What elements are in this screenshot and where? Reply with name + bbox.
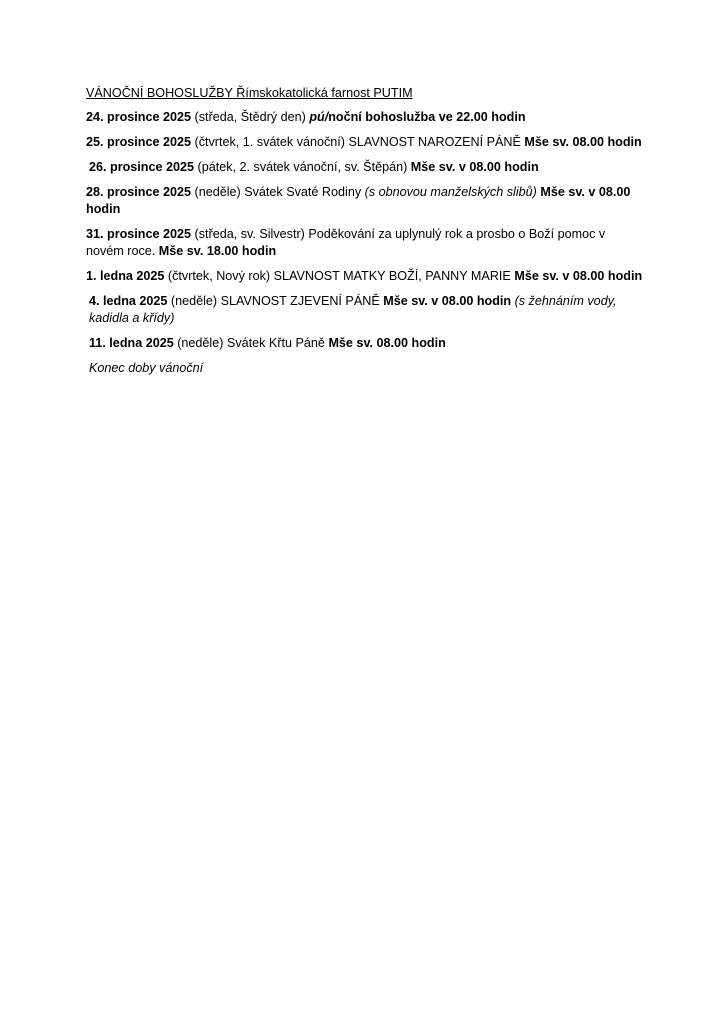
service-entry-25-dec	[86, 134, 646, 151]
service-entry-4-jan	[86, 293, 646, 327]
service-entry-24-dec	[86, 109, 646, 126]
service-date: 31. prosince 2025	[86, 227, 192, 241]
service-mass-time: Mše sv. v 08.00 hodin	[383, 294, 512, 308]
service-mass-time: Mše sv. v 08.00 hodin	[410, 160, 539, 174]
service-description: (neděle) Svátek Svaté Rodiny	[191, 185, 365, 199]
service-date: 24. prosince 2025	[86, 110, 192, 124]
document-heading: VÁNOČNÍ BOHOSLUŽBY Římskokatolická farnost PUTIM	[86, 86, 413, 100]
service-date: 26. prosince 2025	[89, 160, 195, 174]
document-content	[86, 85, 646, 385]
service-date: 1. ledna 2025	[86, 269, 165, 283]
service-entry-11-jan	[86, 335, 646, 352]
service-description: (středa, Štědrý den)	[191, 110, 310, 124]
service-entry-26-dec	[86, 159, 646, 176]
service-date: 25. prosince 2025	[86, 135, 192, 149]
service-mass-time: Mše sv. 08.00 hodin	[328, 336, 446, 350]
closing-text: Konec doby vánoční	[89, 361, 204, 375]
service-mass-time: noční bohoslužba ve 22.00 hodin	[328, 110, 526, 124]
service-note: (s obnovou manželských slibů)	[364, 185, 537, 199]
service-description: (pátek, 2. svátek vánoční, sv. Štěpán)	[194, 160, 411, 174]
service-date: 4. ledna 2025	[89, 294, 168, 308]
service-description: (neděle) SLAVNOST ZJEVENÍ PÁNĚ	[167, 294, 384, 308]
service-mass-time: Mše sv. 18.00 hodin	[158, 244, 277, 258]
service-description: (neděle) Svátek Křtu Páně	[173, 336, 329, 350]
service-mass-time: Mše sv. v 08.00 hodin	[514, 269, 643, 283]
service-entry-28-dec	[86, 184, 646, 218]
closing-note	[86, 360, 646, 377]
service-date: 11. ledna 2025	[89, 336, 174, 350]
service-date: 28. prosince 2025	[86, 185, 192, 199]
service-mass-time: Mše sv. 08.00 hodin	[524, 135, 642, 149]
service-mass-time: Mše sv. v 08.00 hodin	[86, 185, 631, 216]
service-entry-31-dec	[86, 226, 646, 260]
service-italic-prefix: pú/	[309, 110, 329, 124]
service-description: (čtvrtek, 1. svátek vánoční) SLAVNOST NAROZENÍ PÁNĚ	[191, 135, 525, 149]
service-note: (s žehnáním vody, kadidla a křídy)	[89, 294, 617, 325]
service-entry-1-jan	[86, 268, 646, 285]
service-description: (čtvrtek, Nový rok) SLAVNOST MATKY BOŽÍ, PANNY MARIE	[164, 269, 515, 283]
service-description: (středa, sv. Silvestr) Poděkování za uplynulý rok a prosbo o Boží pomoc v novém roce.	[86, 227, 606, 258]
